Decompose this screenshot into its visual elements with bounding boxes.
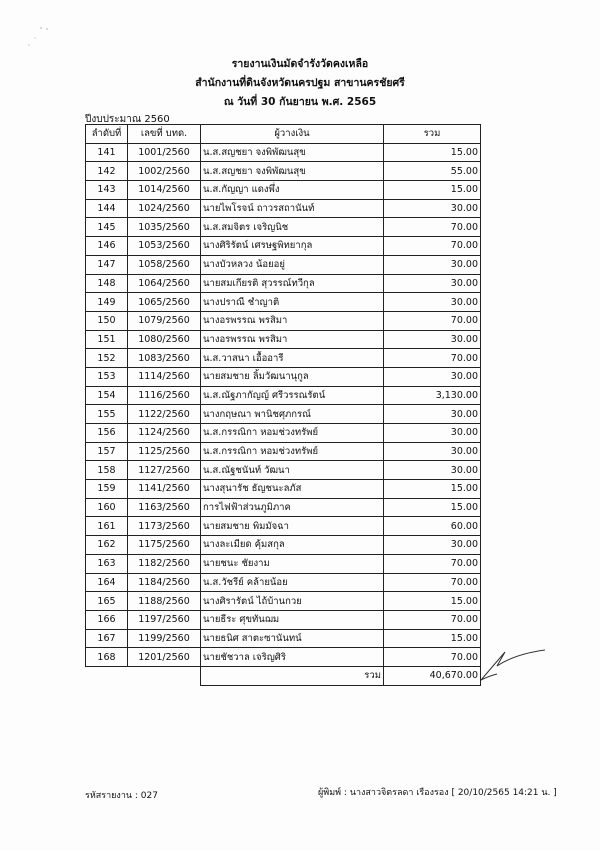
report-code: รหัสรายงาน : 027 [85, 791, 158, 801]
table-row [86, 311, 481, 330]
row-doc-number: 1122/2560 [128, 405, 201, 424]
row-total: 30.00 [384, 461, 481, 480]
table-row [86, 592, 481, 611]
row-depositor: น.ส.ณัฐชนันท์ วัฒนา [201, 461, 384, 480]
row-doc-number: 1080/2560 [128, 330, 201, 349]
row-doc-number: 1184/2560 [128, 573, 201, 592]
row-seq: 145 [86, 218, 128, 237]
fiscal-year: ปีงบประมาณ 2560 [85, 114, 170, 125]
printed-by: ผู้พิมพ์ : นางสาวจิตรลดา เรืองรอง [ 20/10/2565 14:21 น. ] [318, 788, 557, 798]
row-doc-number: 1065/2560 [128, 293, 201, 312]
sum-value: 40,670.00 [384, 666, 481, 685]
row-doc-number: 1024/2560 [128, 199, 201, 218]
row-doc-number: 1182/2560 [128, 554, 201, 573]
col-header-depositor: ผู้วางเงิน [201, 125, 384, 144]
row-total: 30.00 [384, 367, 481, 386]
row-depositor: การไฟฟ้าส่วนภูมิภาค [201, 498, 384, 517]
row-depositor: น.ส.สมจิตร เจริญนิช [201, 218, 384, 237]
row-total: 70.00 [384, 648, 481, 667]
row-doc-number: 1064/2560 [128, 274, 201, 293]
row-depositor: น.ส.สญชยา จงพิพัฒนสุข [201, 143, 384, 162]
row-total: 70.00 [384, 573, 481, 592]
row-seq: 163 [86, 554, 128, 573]
table-row [86, 293, 481, 312]
row-total: 30.00 [384, 442, 481, 461]
row-depositor: นางอรพรรณ พรสิมา [201, 330, 384, 349]
col-header-total: รวม [384, 125, 481, 144]
row-depositor: นายสมเกียรติ สุวรรณ์ทวีกุล [201, 274, 384, 293]
row-depositor: น.ส.วัชรีย์ คล้ายน้อย [201, 573, 384, 592]
row-total: 15.00 [384, 629, 481, 648]
table-row [86, 349, 481, 368]
col-header-doc: เลขที่ บทด. [128, 125, 201, 144]
row-doc-number: 1197/2560 [128, 610, 201, 629]
row-total: 30.00 [384, 536, 481, 555]
row-depositor: น.ส.กรรณิกา หอมช่วงทรัพย์ [201, 424, 384, 443]
row-total: 70.00 [384, 311, 481, 330]
row-total: 60.00 [384, 517, 481, 536]
row-total: 30.00 [384, 405, 481, 424]
row-seq: 156 [86, 424, 128, 443]
row-seq: 168 [86, 648, 128, 667]
row-total: 30.00 [384, 330, 481, 349]
row-doc-number: 1114/2560 [128, 367, 201, 386]
row-doc-number: 1127/2560 [128, 461, 201, 480]
table-row [86, 517, 481, 536]
row-seq: 157 [86, 442, 128, 461]
row-seq: 142 [86, 162, 128, 181]
table-row [86, 274, 481, 293]
row-depositor: นายชนะ ชัยงาม [201, 554, 384, 573]
row-depositor: นายธนิศ สาตะซานันทน์ [201, 629, 384, 648]
row-seq: 152 [86, 349, 128, 368]
table-row [86, 498, 481, 517]
row-doc-number: 1173/2560 [128, 517, 201, 536]
sum-row [86, 666, 481, 685]
table-row [86, 330, 481, 349]
row-doc-number: 1199/2560 [128, 629, 201, 648]
row-depositor: นางอรพรรณ พรสิมา [201, 311, 384, 330]
table-row [86, 461, 481, 480]
row-seq: 143 [86, 181, 128, 200]
row-total: 30.00 [384, 274, 481, 293]
row-depositor: น.ส.วาสนา เอื้ออารี [201, 349, 384, 368]
row-depositor: นางศิรารัตน์ ไถ้บ้านกวย [201, 592, 384, 611]
row-doc-number: 1175/2560 [128, 536, 201, 555]
row-seq: 148 [86, 274, 128, 293]
row-total: 70.00 [384, 218, 481, 237]
row-depositor: นางปราณี ชำญาติ [201, 293, 384, 312]
row-seq: 160 [86, 498, 128, 517]
row-depositor: น.ส.สญชยา จงพิพัฒนสุข [201, 162, 384, 181]
row-total: 15.00 [384, 498, 481, 517]
table-row [86, 143, 481, 162]
row-total: 30.00 [384, 424, 481, 443]
row-total: 30.00 [384, 293, 481, 312]
row-seq: 144 [86, 199, 128, 218]
row-depositor: น.ส.กรรณิกา หอมช่วงทรัพย์ [201, 442, 384, 461]
row-seq: 146 [86, 237, 128, 256]
report-date: ณ วันที่ 30 กันยายน พ.ศ. 2565 [223, 96, 377, 108]
row-depositor: นางสุนารัช ธัญชนะลภัส [201, 480, 384, 499]
row-total: 70.00 [384, 610, 481, 629]
row-total: 70.00 [384, 237, 481, 256]
table-row [86, 424, 481, 443]
row-total: 30.00 [384, 255, 481, 274]
row-total: 55.00 [384, 162, 481, 181]
scan-specks [15, 20, 55, 54]
row-seq: 161 [86, 517, 128, 536]
row-total: 15.00 [384, 143, 481, 162]
row-doc-number: 1053/2560 [128, 237, 201, 256]
row-seq: 165 [86, 592, 128, 611]
table-row [86, 162, 481, 181]
row-total: 3,130.00 [384, 386, 481, 405]
table-row [86, 554, 481, 573]
row-doc-number: 1116/2560 [128, 386, 201, 405]
table-row [86, 648, 481, 667]
office-name: สำนักงานที่ดินจังหวัดนครปฐม สาขานครชัยศรี [195, 77, 405, 89]
row-seq: 149 [86, 293, 128, 312]
row-depositor: นายสมชาย ลิ้มวัฒนานุกูล [201, 367, 384, 386]
row-seq: 155 [86, 405, 128, 424]
table-row [86, 442, 481, 461]
deposit-table [85, 124, 481, 686]
row-doc-number: 1001/2560 [128, 143, 201, 162]
table-row [86, 218, 481, 237]
table-row [86, 386, 481, 405]
row-total: 15.00 [384, 592, 481, 611]
row-depositor: นายธีระ ศุขทันฌม [201, 610, 384, 629]
report-header [0, 55, 600, 112]
row-total: 15.00 [384, 181, 481, 200]
table-row [86, 536, 481, 555]
row-total: 70.00 [384, 349, 481, 368]
row-doc-number: 1058/2560 [128, 255, 201, 274]
report-title: รายงานเงินมัดจำรังวัดคงเหลือ [231, 58, 369, 70]
table-row [86, 610, 481, 629]
signature-icon [475, 640, 555, 694]
row-depositor: น.ส.ณัฐภากัญญ์ ศรีวรรณรัตน์ [201, 386, 384, 405]
row-depositor: นางบัวหลวง น้อยอยู่ [201, 255, 384, 274]
row-doc-number: 1201/2560 [128, 648, 201, 667]
row-seq: 153 [86, 367, 128, 386]
row-doc-number: 1035/2560 [128, 218, 201, 237]
table-row [86, 367, 481, 386]
row-doc-number: 1014/2560 [128, 181, 201, 200]
row-seq: 159 [86, 480, 128, 499]
row-depositor: นางละเมียด คุ้มสกุล [201, 536, 384, 555]
row-seq: 164 [86, 573, 128, 592]
row-depositor: น.ส.กัญญา แดงพึ่ง [201, 181, 384, 200]
row-doc-number: 1163/2560 [128, 498, 201, 517]
row-seq: 166 [86, 610, 128, 629]
row-total: 15.00 [384, 480, 481, 499]
sum-label: รวม [201, 666, 384, 685]
col-header-seq: ลำดับที่ [86, 125, 128, 144]
row-doc-number: 1079/2560 [128, 311, 201, 330]
row-seq: 150 [86, 311, 128, 330]
row-seq: 141 [86, 143, 128, 162]
row-depositor: นางศิริรัตน์ เศรษฐพิทยากุล [201, 237, 384, 256]
table-row [86, 405, 481, 424]
row-seq: 167 [86, 629, 128, 648]
row-doc-number: 1141/2560 [128, 480, 201, 499]
row-depositor: นายไพโรจน์ ถาวรสถานันท์ [201, 199, 384, 218]
row-seq: 147 [86, 255, 128, 274]
table-row [86, 199, 481, 218]
table-row [86, 181, 481, 200]
row-seq: 154 [86, 386, 128, 405]
table-row [86, 480, 481, 499]
table-row [86, 237, 481, 256]
row-doc-number: 1002/2560 [128, 162, 201, 181]
row-seq: 162 [86, 536, 128, 555]
row-depositor: นายสมชาย พิมมัจฉา [201, 517, 384, 536]
table-row [86, 629, 481, 648]
row-depositor: นางกฤษณา พานิชศุภกรณ์ [201, 405, 384, 424]
row-seq: 151 [86, 330, 128, 349]
row-doc-number: 1188/2560 [128, 592, 201, 611]
row-doc-number: 1125/2560 [128, 442, 201, 461]
table-header-row [86, 125, 481, 144]
table-row [86, 255, 481, 274]
row-doc-number: 1083/2560 [128, 349, 201, 368]
row-depositor: นายชัชวาล เจริญศิริ [201, 648, 384, 667]
row-doc-number: 1124/2560 [128, 424, 201, 443]
row-total: 70.00 [384, 554, 481, 573]
row-seq: 158 [86, 461, 128, 480]
table-row [86, 573, 481, 592]
row-total: 30.00 [384, 199, 481, 218]
